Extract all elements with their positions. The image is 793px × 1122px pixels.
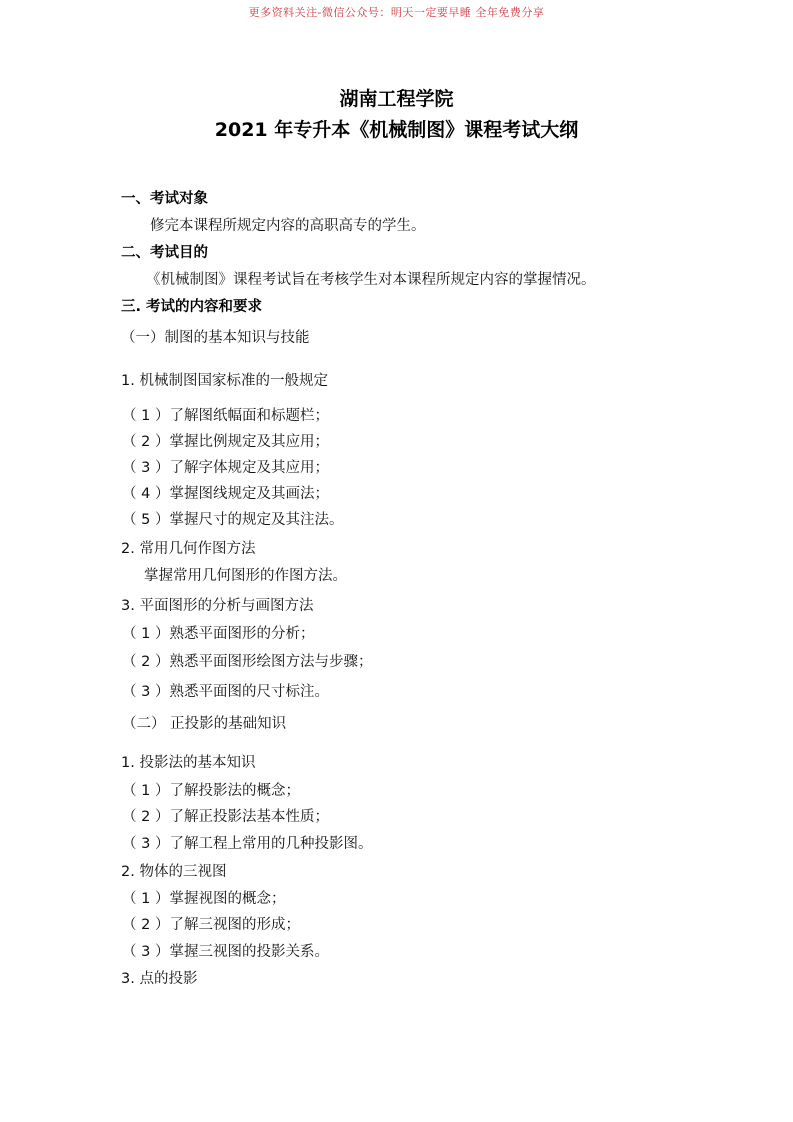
list-item: （ 3 ）了解字体规定及其应用； bbox=[122, 460, 329, 476]
list-item: （ 1 ）熟悉平面图形的分析； bbox=[122, 626, 315, 642]
document-title-main: 2021 年专升本《机械制图》课程考试大纲 bbox=[214, 119, 579, 141]
list-item: （ 1 ）掌握视图的概念； bbox=[122, 891, 286, 907]
item-title: 1. 投影法的基本知识 bbox=[121, 755, 256, 771]
list-item: （ 1 ）了解投影法的概念； bbox=[122, 783, 300, 799]
item-title: 1. 机械制图国家标准的一般规定 bbox=[121, 373, 328, 389]
item-title: 3. 平面图形的分析与画图方法 bbox=[121, 598, 314, 614]
list-item: （ 1 ）了解图纸幅面和标题栏； bbox=[122, 408, 329, 424]
section-body-exam-target: 修完本课程所规定内容的高职高专的学生。 bbox=[150, 218, 426, 234]
section-heading-exam-purpose: 二、考试目的 bbox=[121, 245, 208, 261]
list-item: （ 2 ）熟悉平面图形绘图方法与步骤； bbox=[122, 654, 373, 670]
section-heading-content: 三. 考试的内容和要求 bbox=[121, 299, 263, 315]
section-heading-exam-target: 一、考试对象 bbox=[121, 191, 208, 207]
item-title: 3. 点的投影 bbox=[121, 971, 198, 987]
item-title: 2. 物体的三视图 bbox=[121, 864, 227, 880]
promo-banner: 更多资料关注-微信公众号：明天一定要早睡 全年免费分享 bbox=[248, 6, 545, 19]
part-heading-basics: （一）制图的基本知识与技能 bbox=[121, 330, 310, 346]
list-item: （ 3 ）掌握三视图的投影关系。 bbox=[122, 944, 329, 960]
list-item: （ 4 ）掌握图线规定及其画法； bbox=[122, 486, 329, 502]
item-title: 2. 常用几何作图方法 bbox=[121, 541, 256, 557]
list-item: （ 2 ）掌握比例规定及其应用； bbox=[122, 434, 329, 450]
item-body: 掌握常用几何图形的作图方法。 bbox=[144, 568, 347, 584]
list-item: （ 3 ）了解工程上常用的几种投影图。 bbox=[122, 836, 373, 852]
document-title-institution: 湖南工程学院 bbox=[339, 88, 454, 110]
list-item: （ 2 ）了解三视图的形成； bbox=[122, 917, 300, 933]
list-item: （ 3 ）熟悉平面图的尺寸标注。 bbox=[122, 684, 329, 700]
list-item: （ 2 ）了解正投影法基本性质； bbox=[122, 809, 329, 825]
section-body-exam-purpose: 《机械制图》课程考试旨在考核学生对本课程所规定内容的掌握情况。 bbox=[146, 272, 596, 288]
list-item: （ 5 ）掌握尺寸的规定及其注法。 bbox=[122, 512, 344, 528]
part-heading-projection: （二） 正投影的基础知识 bbox=[122, 716, 287, 732]
